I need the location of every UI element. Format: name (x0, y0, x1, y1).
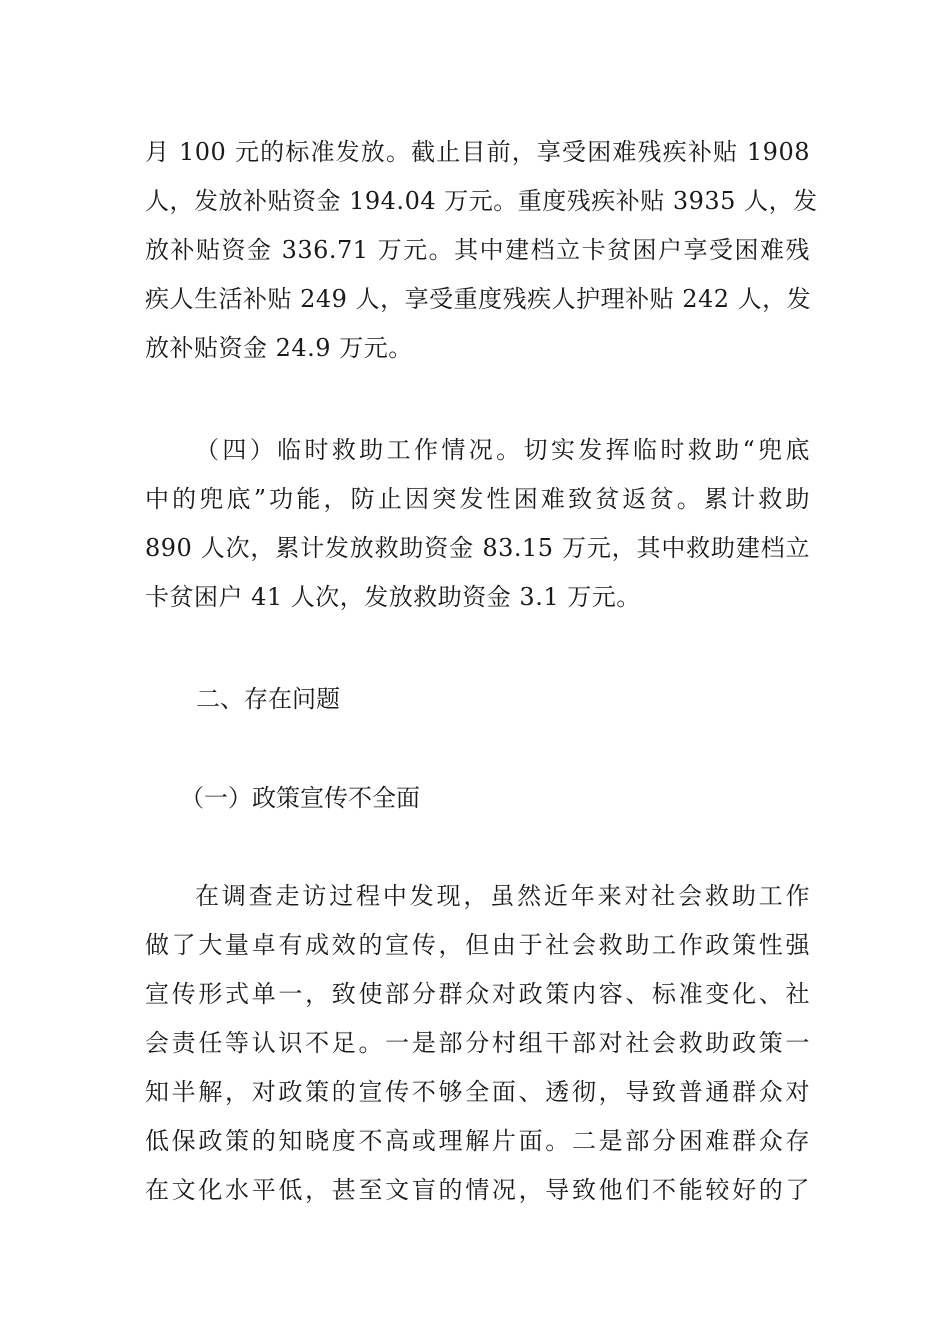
paragraph-disability-subsidy (145, 128, 818, 373)
text-line: 疾人生活补贴 249 人，享受重度残疾人护理补贴 242 人，发 (145, 285, 812, 313)
paragraph-temporary-assistance (145, 426, 810, 622)
text-line: 在文化水平低，甚至文盲的情况，导致他们不能较好的了 (145, 1176, 810, 1204)
text-line: 中的兜底”功能，防止因突发性困难致贫返贫。累计救助 (145, 485, 810, 513)
text-line: 890 人次，累计发放救助资金 83.15 万元，其中救助建档立 (145, 534, 810, 562)
text-line: 放补贴资金 24.9 万元。 (145, 334, 413, 362)
text-line: 会责任等认识不足。一是部分村组干部对社会救助政策一 (145, 1029, 810, 1057)
text-line: 放补贴资金 336.71 万元。其中建档立卡贫困户享受困难残 (145, 236, 810, 264)
text-line: 宣传形式单一，致使部分群众对政策内容、标准变化、社 (145, 980, 810, 1008)
text-line: 月 100 元的标准发放。截止目前，享受困难残疾补贴 1908 (145, 138, 810, 166)
text-line: 做了大量卓有成效的宣传，但由于社会救助工作政策性强 (145, 931, 810, 959)
text-line: 人，发放补贴资金 194.04 万元。重度残疾补贴 3935 人，发 (145, 187, 818, 215)
paragraph-policy-publicity (145, 872, 810, 1215)
section-heading: 二、存在问题 (196, 685, 340, 713)
text-line: 在调查走访过程中发现，虽然近年来对社会救助工作 (195, 882, 810, 910)
text-line: 卡贫困户 41 人次，发放救助资金 3.1 万元。 (145, 583, 641, 611)
sub-heading: （一）政策宣传不全面 (180, 784, 420, 812)
text-line: 知半解，对政策的宣传不够全面、透彻，导致普通群众对 (145, 1078, 810, 1106)
text-line: （四）临时救助工作情况。切实发挥临时救助“兜底 (195, 436, 810, 464)
text-line: 低保政策的知晓度不高或理解片面。二是部分困难群众存 (145, 1127, 810, 1155)
